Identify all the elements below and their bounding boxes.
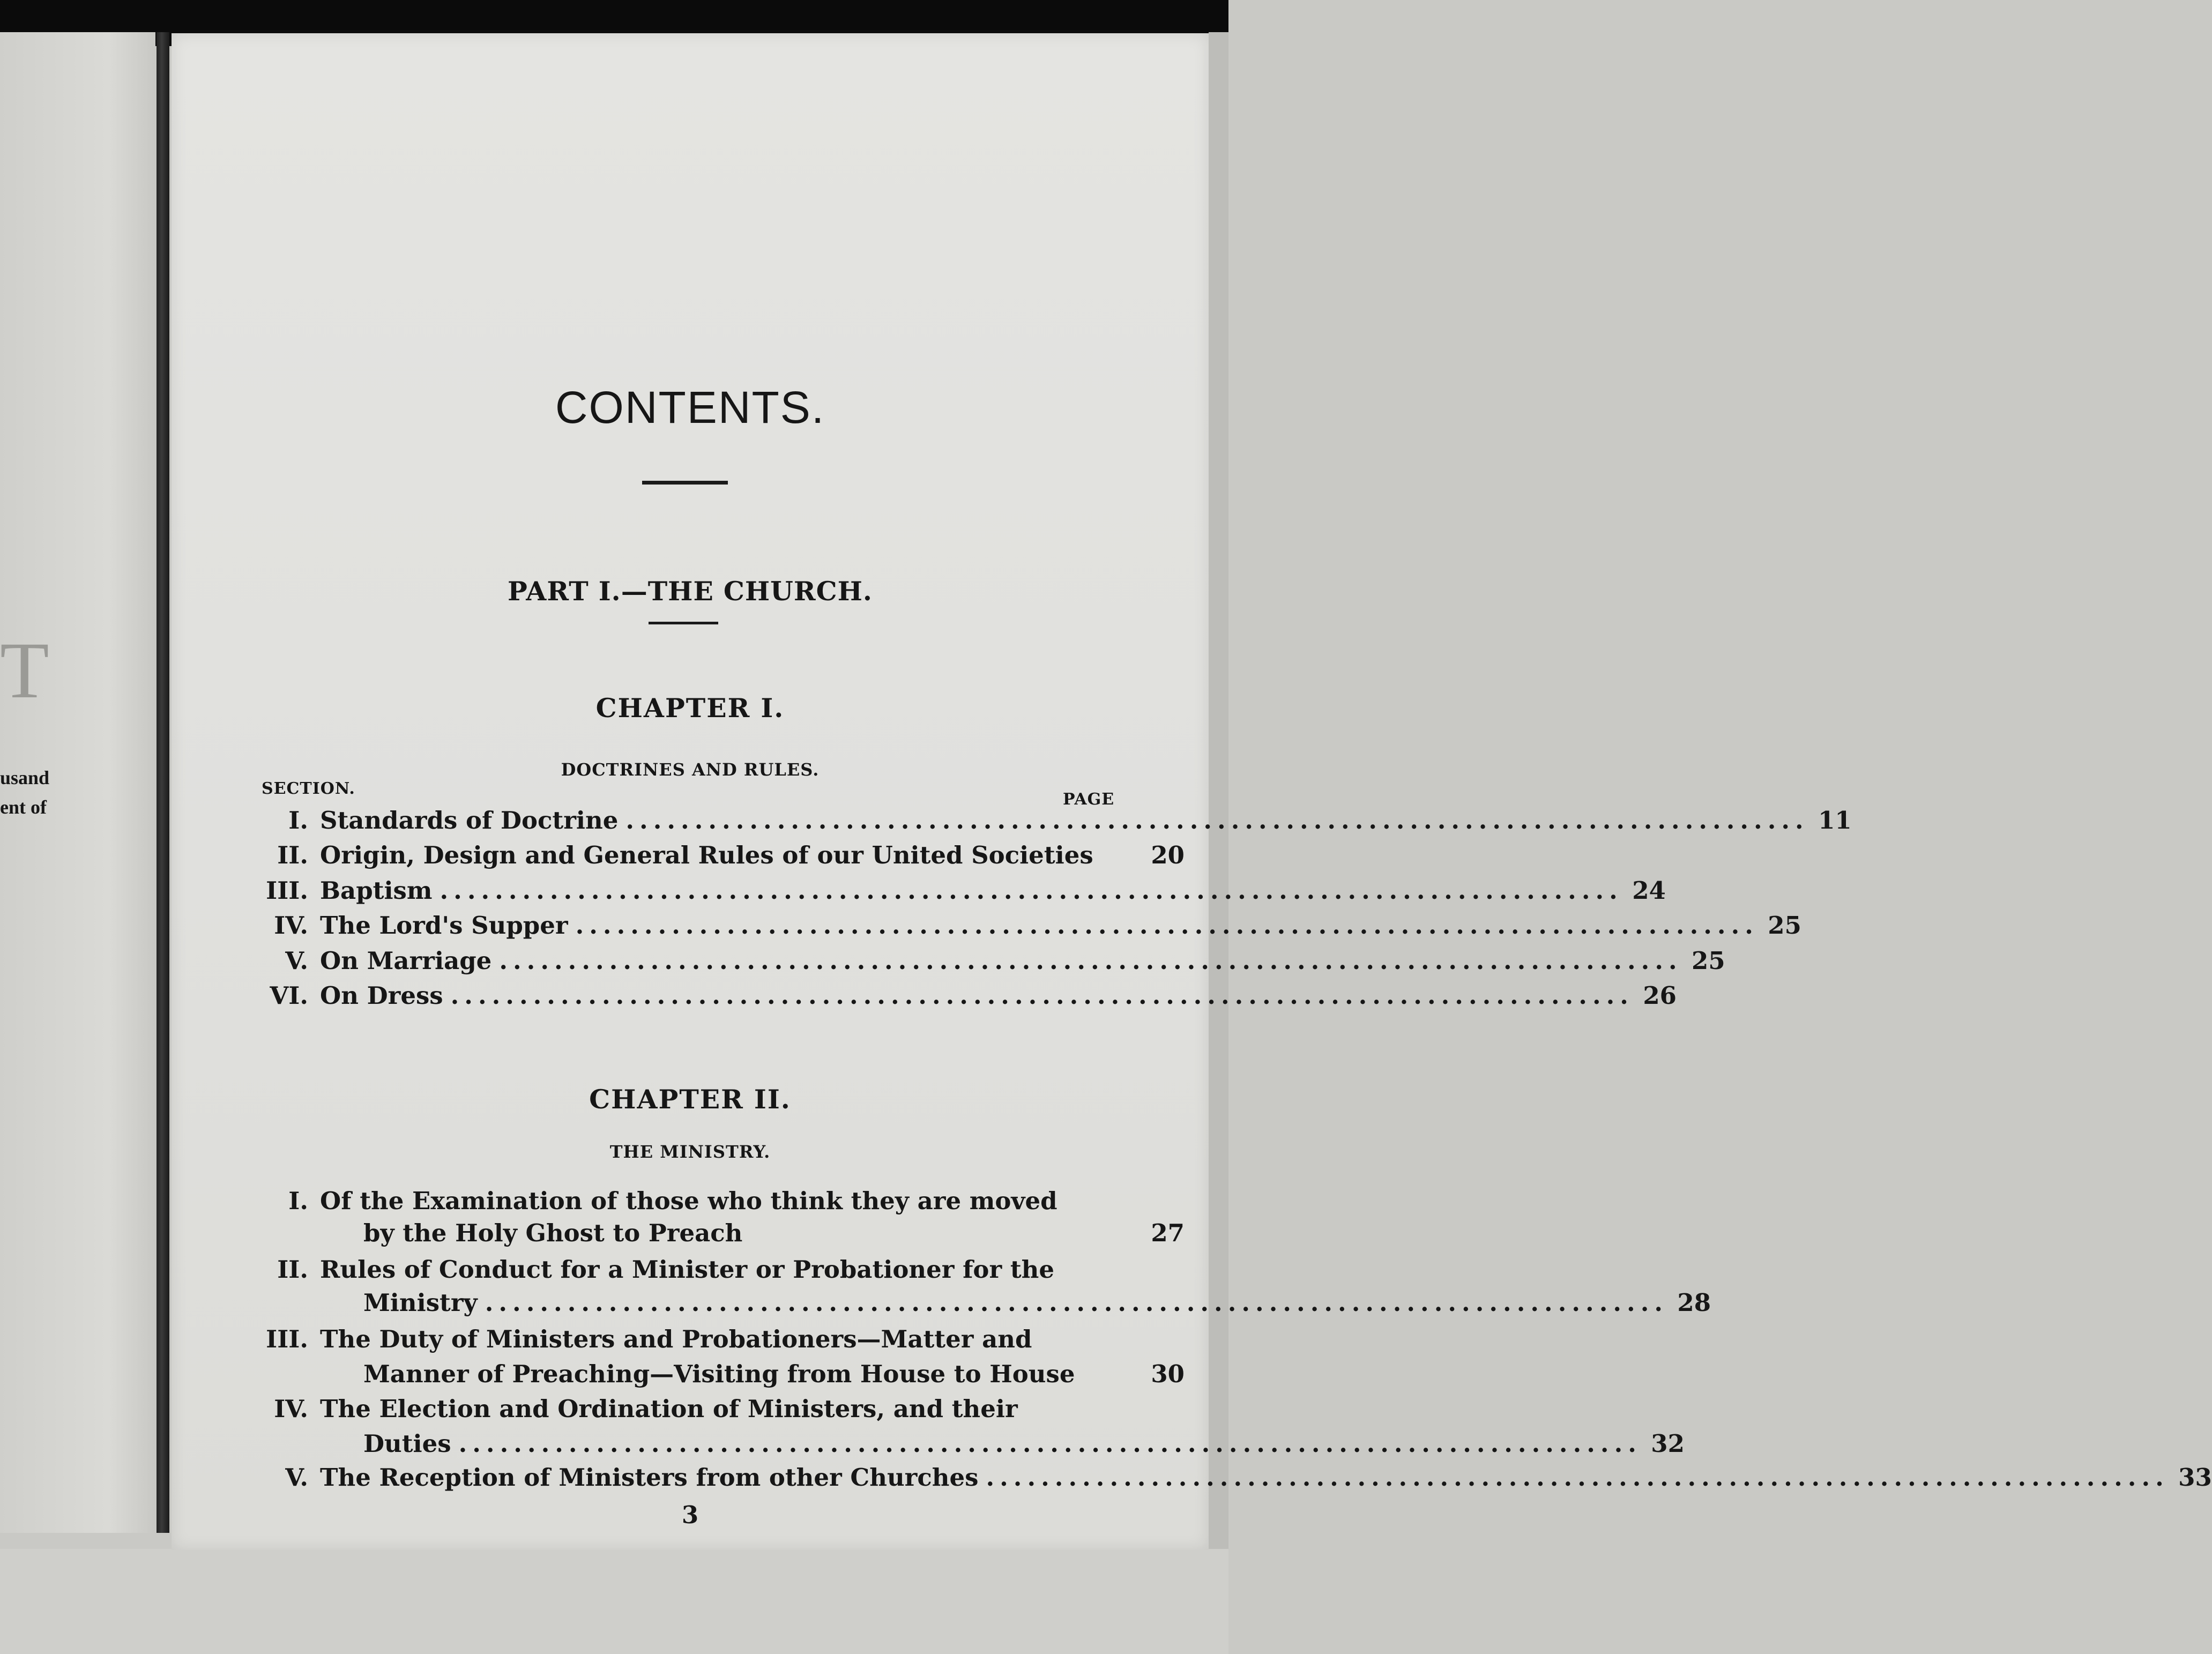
section-title: The Reception of Ministers from other Churches (320, 1463, 979, 1492)
facing-page-text: ent of (0, 796, 47, 818)
toc-entry (252, 1325, 1185, 1358)
section-title: Ministry (363, 1288, 478, 1317)
page-number: 32 (1651, 1429, 1685, 1458)
toc-entry (252, 1187, 1185, 1220)
dot-leaders: ...................................................................................... (450, 981, 1634, 1010)
toc-entry (252, 947, 1725, 980)
page-right-edge (1209, 32, 1228, 1549)
section-title: Origin, Design and General Rules of our United Societies (320, 841, 1093, 869)
section-number: I. (288, 806, 308, 835)
chapter-heading: CHAPTER I. (595, 692, 785, 724)
toc-entry (252, 841, 1185, 874)
toc-entry-continuation (252, 1288, 1711, 1322)
dot-leaders: ...................................................................................... (458, 1429, 1642, 1458)
toc-entry (252, 806, 1852, 839)
part-rule (649, 622, 718, 624)
section-number: II. (277, 1255, 308, 1284)
folio-page-number: 3 (681, 1501, 699, 1529)
toc-entry-continuation (252, 1360, 1185, 1393)
section-title: The Duty of Ministers and Probationers—Matter and (320, 1325, 1032, 1353)
section-number: VI. (270, 981, 308, 1010)
section-title: The Election and Ordination of Ministers, and their (320, 1395, 1018, 1423)
section-title: by the Holy Ghost to Preach (363, 1219, 743, 1247)
section-title: On Dress (320, 981, 443, 1010)
dot-leaders: ...................................................................................... (485, 1288, 1669, 1317)
page-number: 30 (1151, 1360, 1185, 1388)
dot-leaders: ...................................................................................... (575, 911, 1759, 940)
section-column-label: SECTION. (262, 779, 355, 798)
chapter-subtitle: THE MINISTRY. (609, 1142, 771, 1162)
section-number: V. (285, 1463, 308, 1492)
toc-entry (252, 1463, 2212, 1496)
chapter-heading: CHAPTER II. (589, 1084, 791, 1115)
toc-entry (252, 1395, 1185, 1428)
page-number: 27 (1151, 1219, 1185, 1247)
section-title: Duties (363, 1429, 451, 1458)
toc-entry (252, 1255, 1185, 1288)
facing-page-letter: T (0, 626, 49, 715)
contents-page (172, 33, 2212, 1550)
section-number: II. (277, 841, 308, 869)
toc-entry (252, 876, 1666, 910)
page-number: 33 (2178, 1463, 2212, 1492)
page-number: 26 (1643, 981, 1677, 1010)
section-title: The Lord's Supper (320, 911, 568, 940)
page-number: 25 (1692, 947, 1725, 975)
section-number: III. (266, 1325, 308, 1353)
book-spine (157, 32, 169, 1533)
facing-page-text: usand (0, 767, 50, 788)
page-number: 25 (1768, 911, 1801, 940)
toc-entry-continuation (252, 1429, 1685, 1463)
page-number: 28 (1677, 1288, 1711, 1317)
section-number: III. (266, 876, 308, 905)
chapter-subtitle: DOCTRINES AND RULES. (561, 759, 820, 780)
scan-bottom-border (0, 1549, 1228, 1654)
section-title: Manner of Preaching—Visiting from House to House (363, 1360, 1075, 1388)
title-rule (642, 481, 728, 485)
toc-entry (252, 911, 1801, 944)
dot-leaders: ...................................................................................... (625, 806, 1809, 835)
facing-page-fragment (0, 32, 155, 1533)
toc-entry (252, 981, 1677, 1015)
toc-entry-continuation (252, 1219, 1185, 1252)
page-number: 20 (1151, 841, 1185, 869)
part-heading: PART I.—THE CHURCH. (508, 576, 873, 607)
section-number: V. (285, 947, 308, 975)
section-title: Of the Examination of those who think they are moved (320, 1187, 1057, 1215)
section-title: Baptism (320, 876, 433, 905)
page-column-label: PAGE (1063, 790, 1115, 809)
dot-leaders: ...................................................................................... (440, 876, 1623, 905)
section-number: I. (288, 1187, 308, 1215)
page-number: 24 (1632, 876, 1666, 905)
dot-leaders: ...................................................................................... (499, 947, 1682, 975)
section-title: Rules of Conduct for a Minister or Probationer for the (320, 1255, 1054, 1284)
section-title: Standards of Doctrine (320, 806, 619, 835)
page-number: 11 (1818, 806, 1852, 835)
page-title: CONTENTS. (555, 382, 825, 433)
section-title: On Marriage (320, 947, 492, 975)
section-number: IV. (274, 1395, 308, 1423)
dot-leaders: ...................................................................................... (986, 1463, 2169, 1492)
section-number: IV. (274, 911, 308, 940)
